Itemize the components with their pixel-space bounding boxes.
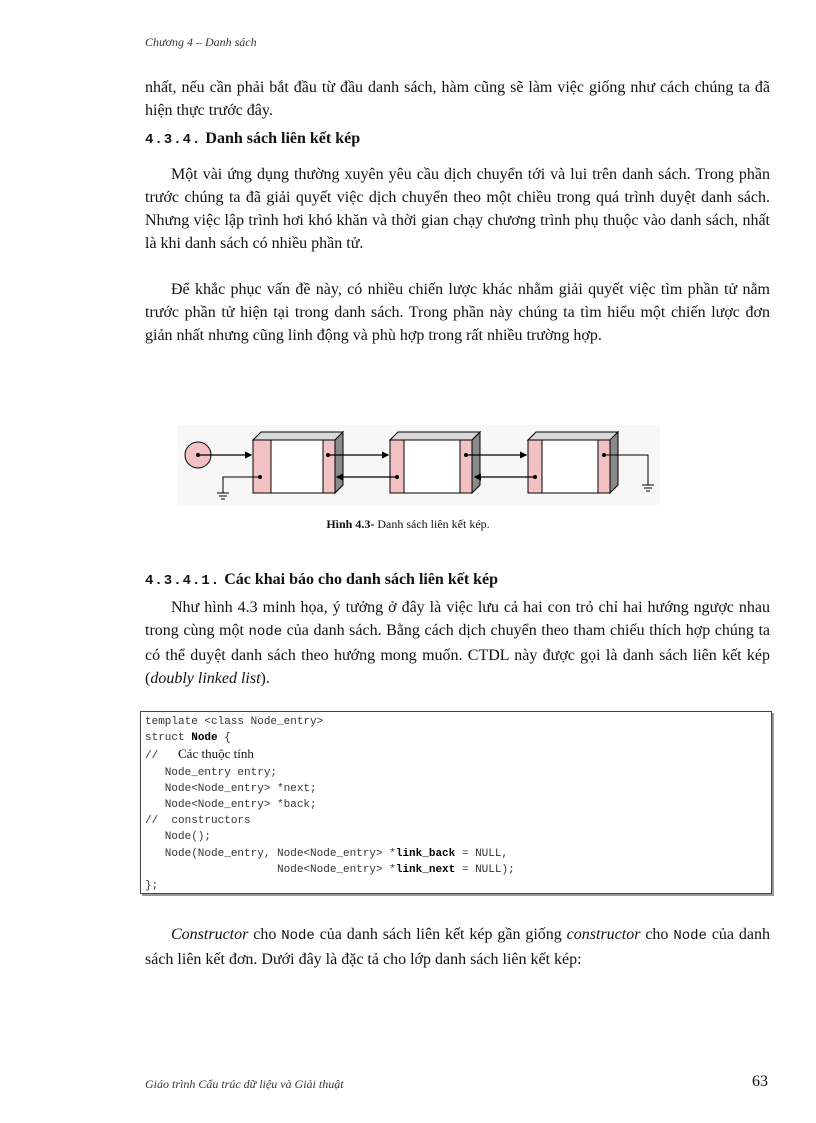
section-heading (145, 130, 360, 148)
footer-book-title: Giáo trình Cấu trúc dữ liệu và Giải thuật (145, 1077, 344, 1091)
code-line-3: // Các thuộc tính (145, 746, 254, 763)
list-node-1 (253, 432, 343, 493)
figure-label: Hình 4.3- (326, 517, 375, 531)
code-line-1: template <class Node_entry> (145, 716, 324, 728)
closing-paragraph: Constructor cho Node của danh sách liên kết kép gần giống constructor cho Node của danh sách liên kết đơn. Dưới đây là đặc tả cho lớp danh sách liên kết kép: (145, 926, 771, 968)
subsection-heading (145, 571, 498, 589)
code-line-10: Node<Node_entry> *link_next = NULL); (145, 863, 515, 876)
section-number: 4.3.4. (145, 132, 202, 148)
subsection-title: Các khai báo cho danh sách liên kết kép (224, 571, 499, 588)
list-node-3 (528, 432, 618, 493)
code-line-2: struct Node { (145, 732, 231, 745)
section-title: Danh sách liên kết kép (205, 130, 361, 147)
code-block (140, 711, 772, 894)
code-line-11: }; (145, 880, 159, 893)
code-line-4: Node_entry entry; (145, 766, 278, 779)
section-paragraph-1: Một vài ứng dụng thường xuyên yêu cầu dịch chuyển tới và lui trên danh sách. Trong phần trước chúng ta đã giải quyết việc dịch chuyển theo một chiều trong quá trình duyệt danh sách. Nhưng việc lập trình hơi khó khăn và thời gian chạy chương trình phụ thuộc vào danh sách, nhất là khi danh sách có nhiều phần tử. (145, 166, 770, 252)
section-paragraph-2: Để khắc phục vấn đề này, có nhiều chiến lược khác nhằm giải quyết việc tìm phần tử nằm trước phần tử hiện tại trong danh sách. Trong phần này chúng ta tìm hiểu một chiến lược đơn giản nhất nhưng cũng linh động và phù hợp trong rất nhiều trường hợp. (145, 281, 770, 344)
code-line-9: Node(Node_entry, Node<Node_entry> *link_back = NULL, (145, 847, 509, 860)
doubly-linked-list-figure (178, 425, 660, 505)
page-number: 63 (752, 1073, 768, 1090)
subsection-paragraph: Như hình 4.3 minh họa, ý tưởng ở đây là việc lưu cả hai con trỏ chỉ hai hướng ngược nhau trong cùng một node của danh sách. Bằng cách dịch chuyển theo tham chiếu thích hợp chúng ta có thể duyệt danh sách theo hướng mong muốn. CTDL này được gọi là danh sách liên kết kép (doubly linked list). (145, 599, 771, 687)
code-line-6: Node<Node_entry> *back; (145, 799, 317, 812)
code-line-8: Node(); (145, 831, 212, 844)
code-line-5: Node<Node_entry> *next; (145, 782, 317, 795)
list-node-2 (390, 432, 480, 493)
figure-caption-text: Danh sách liên kết kép. (374, 517, 490, 531)
subsection-number: 4.3.4.1. (145, 573, 221, 589)
figure-caption (0, 517, 816, 532)
doubly-linked-list-term: doubly linked list (150, 670, 261, 687)
code-line-7: // constructors (145, 815, 251, 828)
intro-paragraph: nhất, nếu cần phải bắt đầu từ đầu danh sách, hàm cũng sẽ làm việc giống như cách chúng ta đã hiện thực trước đây. (145, 79, 770, 119)
doubly-linked-list-diagram (178, 425, 660, 505)
inline-code-node: node (248, 624, 283, 640)
running-header: Chương 4 – Danh sách (145, 35, 257, 49)
